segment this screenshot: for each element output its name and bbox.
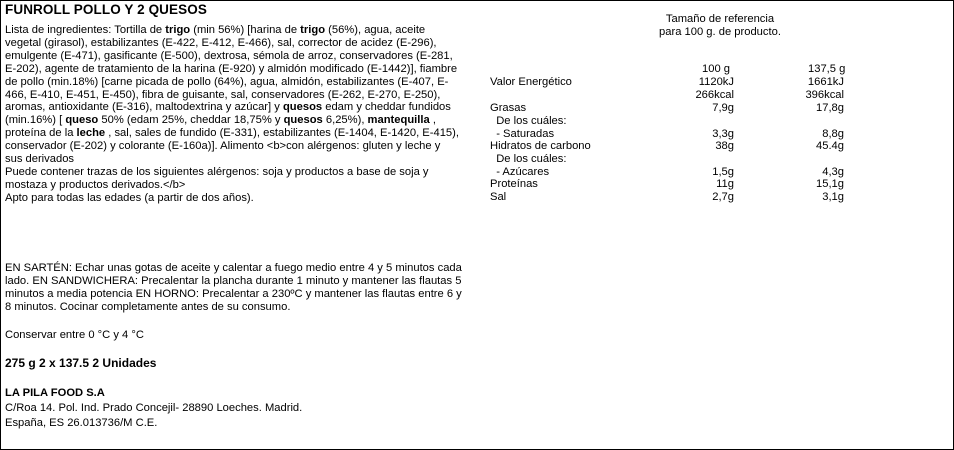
nutrient-label: De los cuáles: <box>490 153 567 165</box>
value-portion: 45.4g <box>816 140 844 152</box>
value-portion: 4,3g <box>822 166 844 178</box>
value-100g: 266kcal <box>695 89 734 101</box>
nutrition-row <box>490 115 870 128</box>
reference-size-line2: para 100 g. de producto. <box>659 26 781 38</box>
value-100g: 1,5g <box>712 166 734 178</box>
company-name: LA PILA FOOD S.A <box>5 387 105 399</box>
ingredients-text: edam y cheddar fundidos (min.16%) [ <box>5 101 451 127</box>
value-portion: 396kcal <box>805 89 844 101</box>
nutrient-label: De los cuáles: <box>490 115 567 127</box>
nutrition-row <box>490 191 870 204</box>
nutrient-label: Valor Energético <box>490 76 572 88</box>
nutrient-label: Grasas <box>490 102 527 114</box>
nutrient-label: - Azúcares <box>490 166 550 178</box>
nutrition-row <box>490 153 870 166</box>
allergen-word: trigo <box>165 24 191 36</box>
nutrition-row <box>490 140 870 153</box>
ingredients-text: 50% (edam 25%, cheddar 18,75% y <box>98 114 284 127</box>
ingredients-block <box>5 24 460 205</box>
value-portion: 3,1g <box>822 191 844 203</box>
ingredients-text: (56%), agua, aceite vegetal (girasol), estabilizantes (E-422, E-412, E-466), sal, corrector de acidez (E-296), emulgente (E-471), gasificante (E-500), dextrosa, sémola de arroz, conservadores (E-281, E-202), agente de tratamiento de la harina (E-920) y almidón modificado (E-1442)], fiambre de pollo (min.18%) [carne picada de pollo (64%), agua, almidón, estabilizantes (E-407, E-466, E-410, E-451, E-450), fibra de guisante, sal, conservadores (E-262, E-270, E-250), aromas, antioxidante (E-316), maltodextrina y azúcar] y <box>5 24 458 114</box>
ingredients-text: , proteína de la <box>5 114 436 140</box>
ingredients-text: 6,25%), <box>322 114 368 127</box>
nutrition-row <box>490 89 870 102</box>
nutrient-label: - Saturadas <box>490 128 555 140</box>
ingredients-text: (min 56%) [harina de <box>190 24 301 36</box>
product-title: FUNROLL POLLO Y 2 QUESOS <box>5 2 207 17</box>
value-portion: 8,8g <box>822 128 844 140</box>
allergen-traces: Puede contener trazas de los siguientes alérgenos: soja y productos a base de soja y mostaza y productos derivados.</b> <box>5 165 429 191</box>
company-address: C/Roa 14. Pol. Ind. Prado Concejil- 28890 Loeches. Madrid. <box>5 402 303 414</box>
nutrition-row <box>490 178 870 191</box>
company-registry: España, ES 26.013736/M C.E. <box>5 417 158 429</box>
allergen-word: quesos <box>282 101 323 114</box>
ingredients-text: , sal, sales de fundido (E-331), estabilizantes (E-1404, E-1420, E-415), conservador (E-202) y colorante (E-160a)]. Alimento <b>con alérgenos: gluten y leche y sus derivados <box>5 127 459 166</box>
reference-size <box>640 13 800 39</box>
allergen-word: trigo <box>300 24 326 36</box>
col-portion-header: 137,5 g <box>808 63 846 75</box>
company-block <box>5 386 302 431</box>
age-suitability: Apto para todas las edades (a partir de dos años). <box>5 191 254 204</box>
value-100g: 7,9g <box>712 102 734 114</box>
storage-instructions: Conservar entre 0 °C y 4 °C <box>5 329 144 341</box>
nutrient-label: Hidratos de carbono <box>490 140 591 152</box>
ingredients-list <box>5 24 460 166</box>
reference-size-line1: Tamaño de referencia <box>665 13 775 25</box>
nutrient-label: Proteínas <box>490 178 538 190</box>
allergen-word: queso <box>65 114 99 127</box>
preparation-instructions: EN SARTÉN: Echar unas gotas de aceite y calentar a fuego medio entre 4 y 5 minutos cada lado. EN SANDWICHERA: Precalentar la plancha durante 1 minuto y mantener las flautas 5 minutos a media potencia EN HORNO: Precalentar a 230ºC y mantener las flautas entre 6 y 8 minutos. Cocinar completamente antes de su consumo. <box>5 262 462 313</box>
nutrition-row <box>490 76 870 89</box>
value-100g: 38g <box>715 140 734 152</box>
value-portion: 1661kJ <box>807 76 844 88</box>
allergen-word: leche <box>76 127 106 140</box>
value-portion: 15,1g <box>816 178 844 190</box>
nutrition-row <box>490 102 870 115</box>
nutrition-header-row <box>490 63 870 76</box>
allergen-word: quesos <box>283 114 323 127</box>
nutrient-label: Sal <box>490 191 507 203</box>
net-weight: 275 g 2 x 137.5 2 Unidades <box>5 356 157 370</box>
col-100g-header: 100 g <box>702 63 730 75</box>
allergen-word: mantequilla <box>367 114 430 127</box>
value-100g: 2,7g <box>712 191 734 203</box>
value-100g: 3,3g <box>712 128 734 140</box>
value-100g: 1120kJ <box>698 76 734 88</box>
value-100g: 11g <box>716 178 734 190</box>
value-portion: 17,8g <box>816 102 844 114</box>
ingredients-text: Lista de ingredientes: Tortilla de <box>5 24 166 36</box>
